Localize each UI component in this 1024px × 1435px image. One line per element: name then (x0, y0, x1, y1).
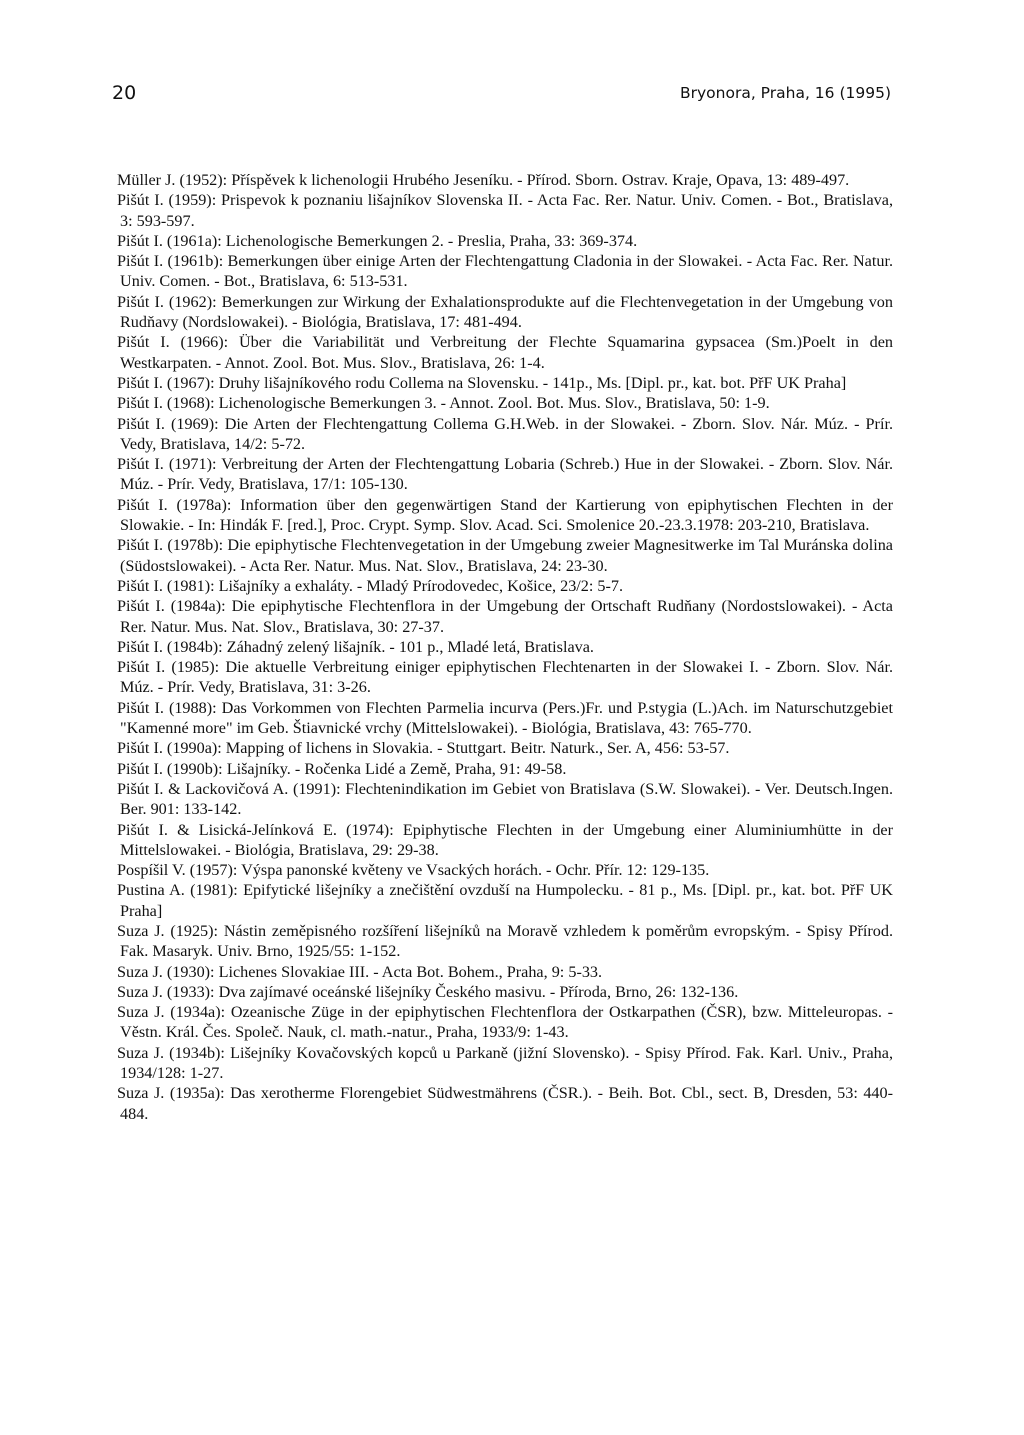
reference-entry: Pišút I. (1985): Die aktuelle Verbreitung einiger epiphytischen Flechtenarten in der Slowakei I. - Zborn. Slov. Nár. Múz. - Prír. Vedy, Bratislava, 31: 3-26. (117, 658, 893, 697)
reference-entry: Müller J. (1952): Příspěvek k lichenologii Hrubého Jeseníku. - Přírod. Sborn. Ostrav. Kraje, Opava, 13: 489-497. (117, 171, 850, 189)
reference-entry: Pišút I. (1961a): Lichenologische Bemerkungen 2. - Preslia, Praha, 33: 369-374. (117, 231, 638, 250)
reference-list (117, 170, 893, 1124)
reference-entry: Pustina A. (1981): Epifytické lišejníky a znečištění ovzduší na Humpolecku. - 81 p., Ms. [Dipl. pr., kat. bot. PřF UK Praha] (117, 881, 893, 920)
reference-entry: Pišút I. (1967): Druhy lišajníkového rodu Collema na Slovensku. - 141p., Ms. [Dipl. pr., kat. bot. PřF UK Praha] (117, 373, 847, 392)
page-header (0, 0, 1024, 120)
reference-entry: Pišút I. (1961b): Bemerkungen über einige Arten der Flechtengattung Cladonia in der Slowakei. - Acta Fac. Rer. Natur. Univ. Comen. - Bot., Bratislava, 6: 513-531. (117, 252, 893, 291)
reference-entry: Suza J. (1933): Dva zajímavé oceánské lišejníky Českého masivu. - Příroda, Brno, 26: 132-136. (117, 982, 739, 1001)
reference-entry: Pišút I. (1978a): Information über den gegenwärtigen Stand der Kartierung von epiphytischen Flechten in der Slowakie. - In: Hindák F. [red.], Proc. Crypt. Symp. Slov. Acad. Sci. Smolenice 20.-23.3.1978: 203-210, Bratislava. (117, 495, 893, 535)
reference-entry: Pišút I. (1978b): Die epiphytische Flechtenvegetation in der Umgebung zweier Magnesitwerke im Tal Muránska dolina (Südostslowakei). - Acta Rer. Natur. Mus. Nat. Slov., Bratislava, 24: 23-30. (117, 536, 893, 575)
reference-entry: Pišút I. & Lackovičová A. (1991): Flechtenindikation im Gebiet von Bratislava (S.W. Slowakei). - Ver. Deutsch.Ingen. Ber. 901: 133-142. (117, 779, 893, 819)
reference-entry: Pišút I. (1984b): Záhadný zelený lišajník. - 101 p., Mladé letá, Bratislava. (117, 637, 594, 656)
reference-entry: Pišút I. (1969): Die Arten der Flechtengattung Collema G.H.Web. in der Slowakei. - Zborn. Slov. Nár. Múz. - Prír. Vedy, Bratislava, 14/2: 5-72. (117, 414, 893, 453)
reference-entry: Pišút I. (1990a): Mapping of lichens in Slovakia. - Stuttgart. Beitr. Naturk., Ser. A, 456: 53-57. (117, 739, 730, 758)
reference-entry: Pišút I. (1968): Lichenologische Bemerkungen 3. - Annot. Zool. Bot. Mus. Slov., Bratislava, 50: 1-9. (117, 394, 770, 413)
reference-entry: Pišút I. (1962): Bemerkungen zur Wirkung der Exhalationsprodukte auf die Flechtenvegetation in der Umgebung von Rudňavy (Nordslowakei). - Biológia, Bratislava, 17: 481-494. (117, 292, 893, 332)
reference-entry: Pišút I. (1971): Verbreitung der Arten der Flechtengattung Lobaria (Schreb.) Hue in der Slowakei. - Zborn. Slov. Nár. Múz. - Prír. Vedy, Bratislava, 17/1: 105-130. (117, 455, 893, 494)
reference-entry: Pišút I. (1990b): Lišajníky. - Ročenka Lidé a Země, Praha, 91: 49-58. (117, 759, 567, 778)
reference-entry: Pišút I. (1959): Prispevok k poznaniu lišajníkov Slovenska II. - Acta Fac. Rer. Natur. Univ. Comen. - Bot., Bratislava, 3: 593-597. (117, 191, 893, 230)
reference-entry: Suza J. (1925): Nástin zeměpisného rozšíření lišejníků na Moravě vzhledem k poměrům evropským. - Spisy Přírod. Fak. Masaryk. Univ. Brno, 1925/55: 1-152. (117, 921, 893, 961)
reference-entry: Suza J. (1934a): Ozeanische Züge in der epiphytischen Flechtenflora der Ostkarpathen (ČSR), bzw. Mitteleuropas. - Věstn. Král. Čes. Společ. Nauk, cl. math.-natur., Praha, 1933/9: 1-43. (117, 1003, 893, 1042)
reference-entry: Pišút I. (1988): Das Vorkommen von Flechten Parmelia incurva (Pers.)Fr. und P.stygia (L.)Ach. im Naturschutzgebiet "Kamenné more" im Geb. Štiavnické vrchy (Mittelslowakei). - Biológia, Bratislava, 43: 765-770. (117, 698, 893, 738)
reference-entry: Suza J. (1934b): Lišejníky Kovačovských kopců u Parkaně (jižní Slovensko). - Spisy Přírod. Fak. Karl. Univ., Praha, 1934/128: 1-27. (117, 1043, 893, 1083)
reference-entry: Suza J. (1930): Lichenes Slovakiae III. - Acta Bot. Bohem., Praha, 9: 5-33. (117, 962, 603, 981)
reference-entry: Pišút I. & Lisická-Jelínková E. (1974): Epiphytische Flechten in der Umgebung einer Aluminiumhütte in der Mittelslowakei. - Biológia, Bratislava, 29: 29-38. (117, 820, 893, 859)
page-number: 20 (112, 82, 137, 104)
reference-entry: Pospíšil V. (1957): Výspa panonské květeny ve Vsackých horách. - Ochr. Přír. 12: 129-135. (117, 861, 710, 880)
reference-entry: Pišút I. (1984a): Die epiphytische Flechtenflora in der Umgebung der Ortschaft Rudňany (Nordostslowakei). - Acta Rer. Natur. Mus. Nat. Slov., Bratislava, 30: 27-37. (117, 597, 893, 636)
reference-entry: Pišút I. (1966): Über die Variabilität und Verbreitung der Flechte Squamarina gypsacea (Sm.)Poelt in den Westkarpaten. - Annot. Zool. Bot. Mus. Slov., Bratislava, 26: 1-4. (117, 333, 893, 372)
reference-entry: Suza J. (1935a): Das xerotherme Florengebiet Südwestmährens (ČSR.). - Beih. Bot. Cbl., sect. B, Dresden, 53: 440-484. (117, 1084, 893, 1123)
reference-entry: Pišút I. (1981): Lišajníky a exhaláty. - Mladý Prírodovedec, Košice, 23/2: 5-7. (117, 576, 624, 595)
running-head: Bryonora, Praha, 16 (1995) (679, 84, 891, 102)
